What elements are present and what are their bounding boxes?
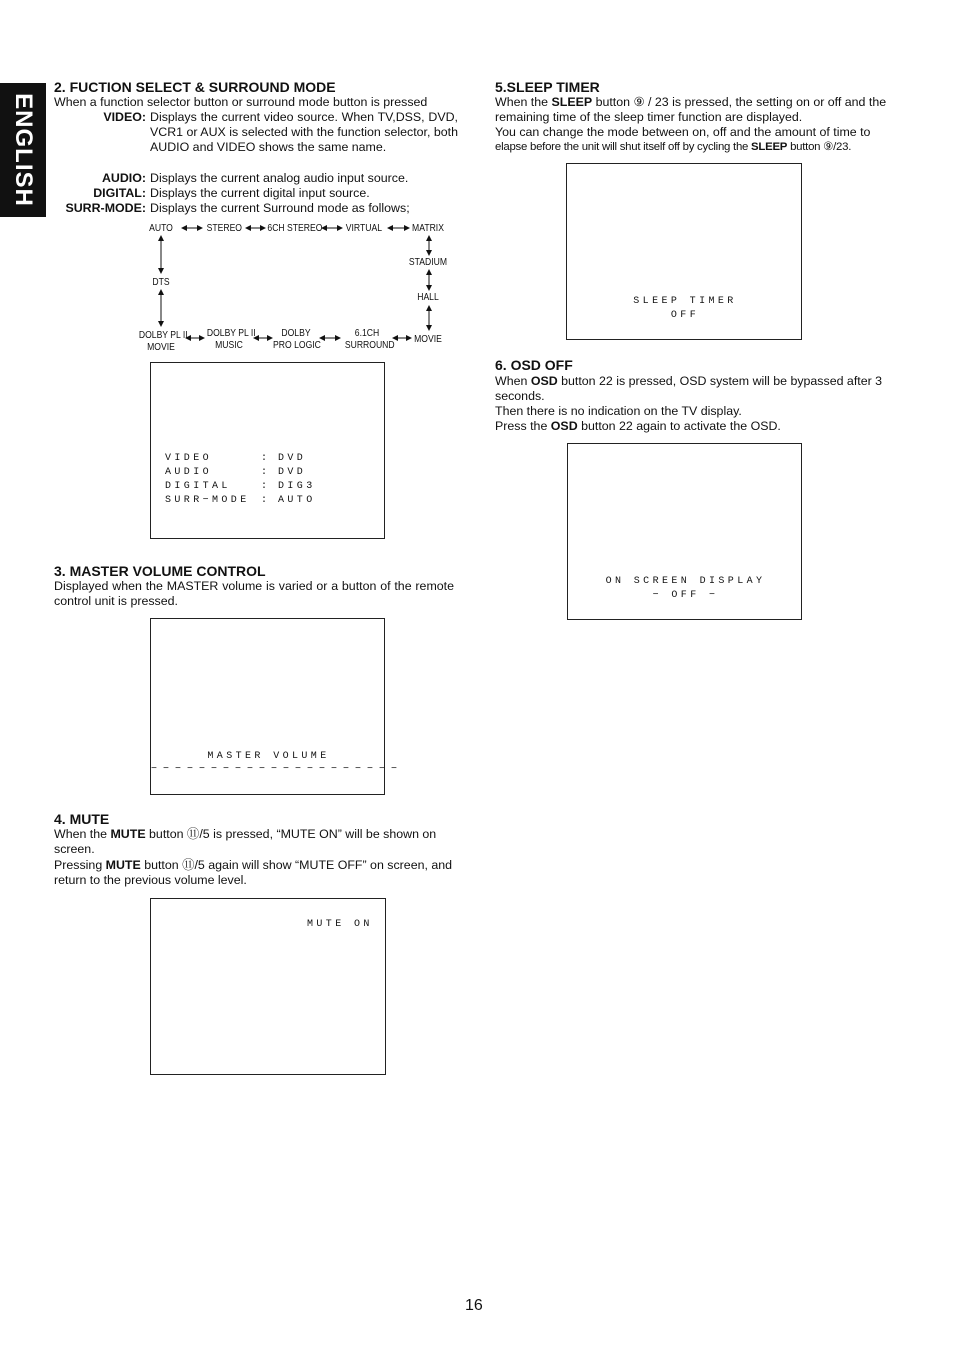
mode-virtual: VIRTUAL bbox=[345, 222, 382, 234]
osd-off-label: − OFF − bbox=[652, 590, 719, 601]
page-number: 16 bbox=[465, 1297, 483, 1314]
section-6-para-2: Then there is no indication on the TV display. bbox=[495, 404, 742, 418]
def-term-surr-mode: SURR-MODE: bbox=[65, 201, 146, 215]
osd-value-audio: DVD bbox=[278, 467, 307, 478]
def-desc-audio: Displays the current analog audio input source. bbox=[150, 171, 409, 185]
section-3-heading: 3. MASTER VOLUME CONTROL bbox=[54, 563, 266, 579]
osd-line-audio: AUDIO bbox=[165, 467, 213, 478]
osd-volume-bar: − − − − − − − − − − − − − − − − − − − − − bbox=[151, 764, 398, 775]
osd-sleep-off: OFF bbox=[670, 310, 700, 321]
def-desc-digital: Displays the current digital input source. bbox=[150, 186, 370, 200]
section-2-intro: When a function selector button or surround mode button is pressed bbox=[54, 95, 428, 109]
section-6-heading: 6. OSD OFF bbox=[495, 357, 573, 373]
mode-dts: DTS bbox=[152, 276, 170, 288]
section-5-heading: 5.SLEEP TIMER bbox=[495, 79, 600, 95]
mute-screen bbox=[150, 898, 386, 1075]
mode-stadium: STADIUM bbox=[408, 256, 448, 268]
def-term-digital: DIGITAL: bbox=[93, 186, 146, 200]
def-desc-surr-mode: Displays the current Surround mode as follows; bbox=[150, 201, 410, 215]
osd-mute-on: MUTE ON bbox=[307, 919, 373, 930]
mode-stereo: STEREO bbox=[206, 222, 243, 234]
section-2-heading: 2. FUCTION SELECT & SURROUND MODE bbox=[54, 79, 336, 95]
sleep-timer-screen bbox=[566, 163, 802, 340]
mode-dolby-pl2-music: DOLBY PL II MUSIC bbox=[206, 327, 256, 351]
section-4-para-2: Pressing MUTE button ⑪/5 again will show “MUTE OFF” on screen, and return to the previous volume level. bbox=[54, 858, 453, 888]
master-volume-screen bbox=[150, 618, 398, 795]
def-term-video: VIDEO: bbox=[103, 110, 146, 124]
language-tab-label: ENGLISH bbox=[10, 93, 37, 207]
section-3-text: Displayed when the MASTER volume is varied or a button of the remote control unit is pressed. bbox=[54, 579, 454, 609]
section-4-heading: 4. MUTE bbox=[54, 811, 110, 827]
osd-value-digital: DIG3 bbox=[278, 481, 316, 492]
mode-movie: MOVIE bbox=[414, 333, 442, 345]
osd-sep: : bbox=[261, 453, 271, 464]
mode-hall: HALL bbox=[417, 291, 439, 303]
mode-dolby-pro-logic: DOLBY PRO LOGIC bbox=[273, 327, 321, 351]
osd-sep: : bbox=[261, 481, 271, 492]
osd-on-screen-display: ON SCREEN DISPLAY bbox=[605, 576, 766, 587]
osd-off-screen bbox=[567, 443, 802, 620]
osd-line-video: VIDEO bbox=[165, 453, 213, 464]
osd-sleep-timer: SLEEP TIMER bbox=[633, 296, 737, 307]
section-5-para-2: You can change the mode between on, off and the amount of time to bbox=[495, 125, 871, 139]
mode-6ch-stereo: 6CH STEREO bbox=[267, 222, 323, 234]
osd-value-video: DVD bbox=[278, 453, 307, 464]
section-6-para-3: Press the OSD button 22 again to activate the OSD. bbox=[495, 419, 781, 433]
mode-61ch-surround: 6.1CH SURROUND bbox=[344, 327, 395, 351]
def-term-audio: AUDIO: bbox=[101, 171, 146, 185]
def-desc-video: Displays the current video source. When TV,DSS, DVD, VCR1 or AUX is selected with the function selector, both AUDIO and VIDEO shows the same name. bbox=[150, 110, 458, 155]
osd-master-volume: MASTER VOLUME bbox=[207, 751, 330, 762]
osd-sep: : bbox=[261, 495, 271, 506]
section-5-para-1: When the SLEEP button ⑨ / 23 is pressed, the setting on or off and the remaining time of the sleep timer function are displayed. bbox=[495, 95, 887, 125]
function-select-screen bbox=[150, 362, 385, 539]
section-6-para-1: When OSD button 22 is pressed, OSD system will be bypassed after 3 seconds. bbox=[495, 374, 883, 404]
osd-value-surr-mode: AUTO bbox=[278, 495, 316, 506]
section-4-para-1: When the MUTE button ⑪/5 is pressed, “MUTE ON” will be shown on screen. bbox=[54, 827, 437, 857]
mode-dolby-pl2-movie: DOLBY PL II MOVIE bbox=[138, 329, 188, 353]
section-5-para-3: elapse before the unit will shut itself off by cycling the SLEEP button ⑨/23. bbox=[495, 141, 852, 153]
osd-sep: : bbox=[261, 467, 271, 478]
mode-matrix: MATRIX bbox=[412, 222, 444, 234]
osd-line-digital: DIGITAL bbox=[165, 481, 231, 492]
mode-auto: AUTO bbox=[149, 222, 173, 234]
osd-line-surr-mode: SURR−MODE bbox=[165, 495, 250, 506]
